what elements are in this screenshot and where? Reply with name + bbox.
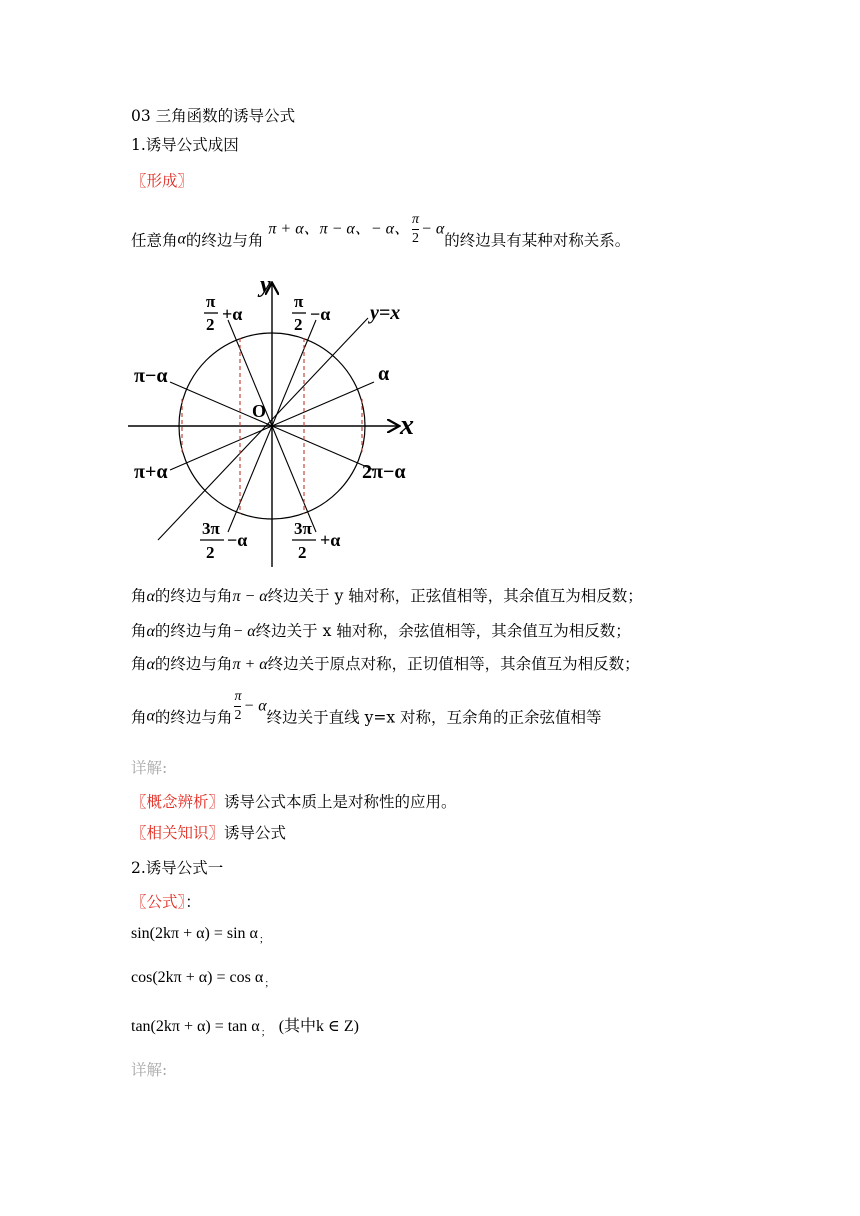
origin-label: O — [252, 401, 267, 421]
pi-minus-alpha-label: π−α — [134, 365, 168, 387]
pi-plus-alpha-label: π+α — [134, 461, 168, 483]
svg-text:2: 2 — [206, 543, 215, 562]
section1-heading: 1.诱导公式成因 — [131, 136, 239, 154]
unit-circle-diagram — [128, 272, 428, 574]
detail-label-1: 详解: — [131, 759, 168, 777]
svg-text:−α: −α — [227, 530, 248, 550]
formula-note: (其中k ∈ Z) — [278, 1018, 359, 1035]
half-pi-minus-alpha-label — [292, 292, 330, 334]
x-axis-label: x — [400, 410, 414, 441]
intro-post: 的终边具有某种对称关系。 — [444, 231, 631, 250]
svg-text:π: π — [294, 292, 304, 311]
svg-text:2: 2 — [294, 315, 303, 334]
three-half-pi-minus-alpha-label — [200, 519, 247, 562]
intro-angles: π + α、π − α、− α、 — [268, 220, 410, 238]
formula-cos: cos(2kπ + α) = cos α $_;$ — [131, 969, 269, 989]
concept-line — [131, 790, 457, 812]
symmetry-line-yx: 角α的终边与角 $\frac{\pi}{2}$ − α终边关于直线 y=x 对称，互余角的正余弦值相等 — [131, 689, 602, 727]
section1-tag: 〖形成〗 — [131, 172, 194, 190]
formula-sin: sin(2kπ + α) = sin α $_;$ — [131, 925, 263, 945]
svg-text:π: π — [206, 292, 216, 311]
half-pi-plus-alpha-label — [204, 292, 242, 334]
two-pi-minus-alpha-label: 2π−α — [362, 461, 406, 483]
pi-over-2-fraction: $\frac{\pi}{2}$ — [412, 212, 420, 246]
page-title: 03 三角函数的诱导公式 — [131, 107, 296, 125]
frac-tail: − α — [421, 220, 445, 238]
related-line — [131, 821, 286, 843]
svg-text:3π: 3π — [294, 519, 312, 538]
intro-mid: 的终边与角 — [185, 231, 264, 250]
alpha-label: α — [378, 363, 390, 385]
symmetry-line-origin: 角α的终边与角π + α终边关于原点对称，正切值相等，其余值互为相反数； — [131, 655, 640, 673]
section2-tag-line: 〖公式〗： — [131, 893, 201, 911]
intro-line — [131, 213, 630, 251]
related-tag: 〖相关知识〗 — [131, 824, 225, 842]
section2-heading: 2.诱导公式一 — [131, 859, 224, 877]
symmetry-line-y-axis: 角α的终边与角π − α终边关于 y 轴对称，正弦值相等，其余值互为相反数； — [131, 587, 643, 605]
y-axis-label: y — [260, 272, 271, 298]
svg-text:2: 2 — [206, 315, 215, 334]
line-yx-label: y=x — [370, 302, 401, 324]
formula-tan: tan(2kπ + α) = tan α $_;$ (其中k ∈ Z) — [131, 1018, 359, 1038]
svg-text:3π: 3π — [202, 519, 220, 538]
concept-tag: 〖概念辨析〗 — [131, 793, 225, 811]
concept-text: 诱导公式本质上是对称性的应用。 — [224, 793, 457, 811]
detail-label-2: 详解: — [131, 1061, 168, 1079]
pi-over-2-fraction-2: $\frac{\pi}{2}$ — [234, 689, 242, 723]
three-half-pi-plus-alpha-label — [292, 519, 340, 562]
related-text: 诱导公式 — [224, 824, 287, 842]
svg-text:+α: +α — [222, 304, 243, 324]
terminal-sides — [158, 318, 374, 540]
section2-tag: 〖公式〗 — [131, 893, 186, 911]
intro-pre: 任意角 — [131, 231, 178, 250]
svg-text:2: 2 — [298, 543, 307, 562]
svg-text:−α: −α — [310, 304, 331, 324]
symmetry-line-x-axis: 角α的终边与角− α终边关于 x 轴对称，余弦值相等，其余值互为相反数； — [131, 622, 631, 640]
alpha-symbol: α — [177, 230, 186, 248]
svg-text:+α: +α — [320, 530, 341, 550]
